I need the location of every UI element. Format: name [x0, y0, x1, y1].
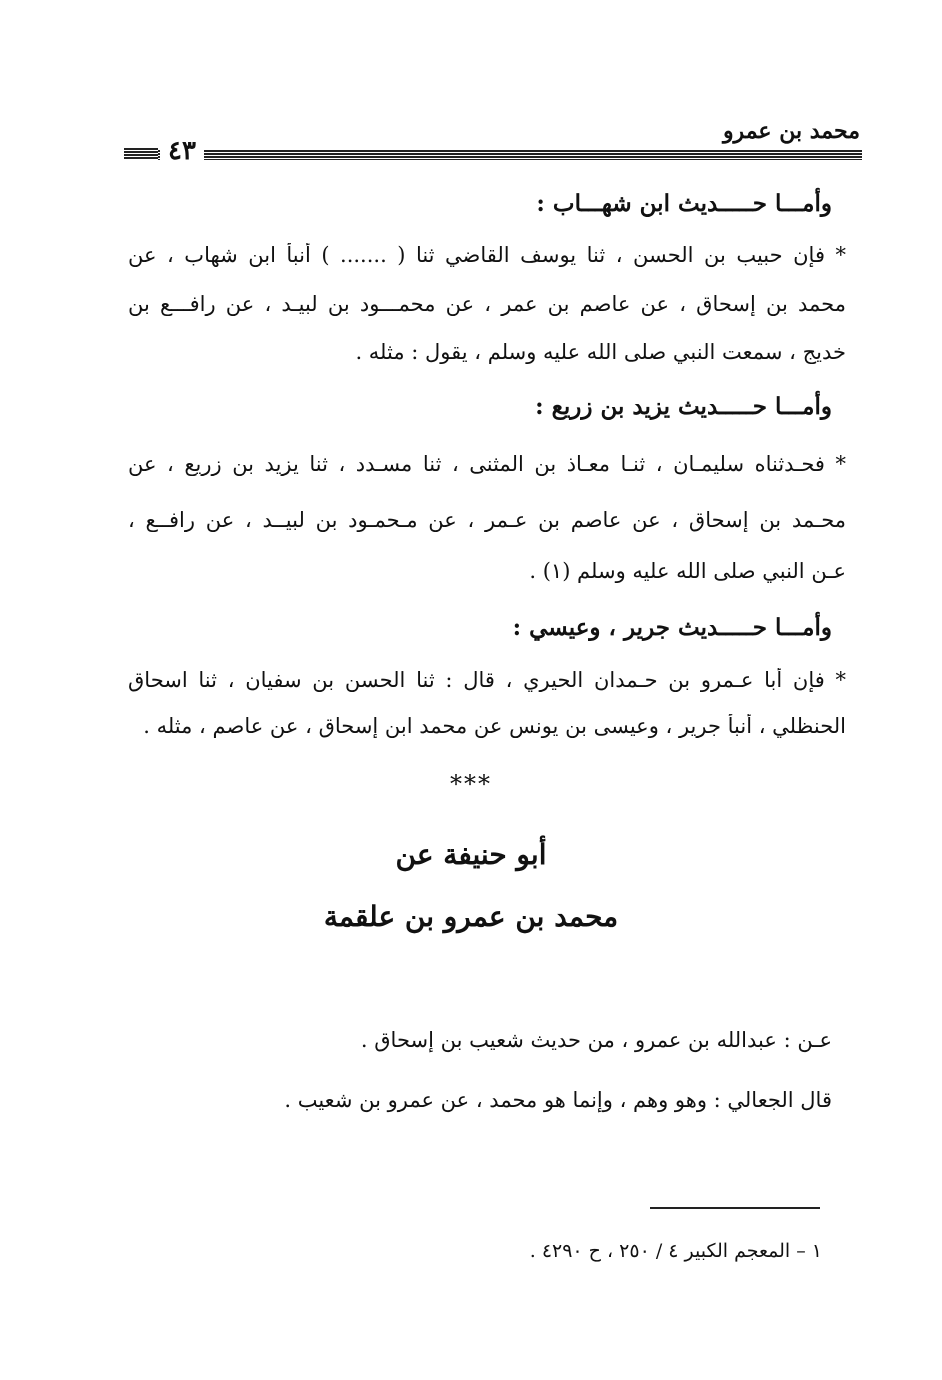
text-line: الحنظلي ، أنبأ جرير ، وعيسى بن يونس عن محمد ابن إسحاق ، عن عاصم ، مثله . [143, 714, 846, 738]
footnote-rule [650, 1207, 820, 1209]
text-line: محمد بن إسحاق ، عن عاصم بن عمر ، عن محمـــود بن لبيـد ، عن رافـــع بن [128, 292, 846, 316]
chapter-title-line2: محمد بن عمرو بن علقمة [323, 900, 619, 933]
text-line: * فحـدثناه سليمـان ، ثنـا معـاذ بن المثنى ، ثنا مسـدد ، ثنا يزيد بن زريع ، عن [128, 452, 846, 476]
section-heading-jarir: وأمـــا حـــــديث جرير ، وعيسي : [512, 614, 832, 641]
text-line: عـن النبي صلى الله عليه وسلم (١) . [529, 559, 846, 583]
text-line: * فإن حبيب بن الحسن ، ثنا يوسف القاضي ثنا ( ....... ) أنبأ ابن شهاب ، عن [128, 243, 846, 267]
text-line: محـمد بن إسحاق ، عن عاصم بن عـمر ، عن مـحمـود بن لبيــد ، عن رافــع ، [128, 508, 846, 532]
chapter-title-line1: أبو حنيفة عن [395, 838, 547, 871]
chapter-body-line: عـن : عبدالله بن عمرو ، من حديث شعيب بن إسحاق . [360, 1028, 832, 1052]
footnote: ١ – المعجم الكبير ٤ / ٢٥٠ ، ح ٤٢٩٠ . [529, 1240, 822, 1262]
page-number: ٤٣ [160, 136, 204, 166]
header-rule [124, 150, 862, 160]
text-line: خديج ، سمعت النبي صلى الله عليه وسلم ، يقول : مثله . [355, 340, 846, 364]
section-heading-yazid: وأمـــا حـــــديث يزيد بن زريع : [535, 393, 832, 420]
running-header-title: محمد بن عمرو [715, 118, 860, 144]
page-number-ornament [124, 148, 158, 160]
section-separator: *** [450, 770, 492, 798]
text-line: * فإن أبا عـمرو بن حـمدان الحيري ، قال : ثنا الحسن بن سفيان ، ثنا اسحاق [128, 668, 846, 692]
section-heading-ibn-shihab: وأمـــا حـــــديث ابن شهـــاب : [536, 190, 832, 217]
chapter-body-line: قال الجعالي : وهو وهم ، وإنما هو محمد ، عن عمرو بن شعيب . [284, 1088, 832, 1112]
